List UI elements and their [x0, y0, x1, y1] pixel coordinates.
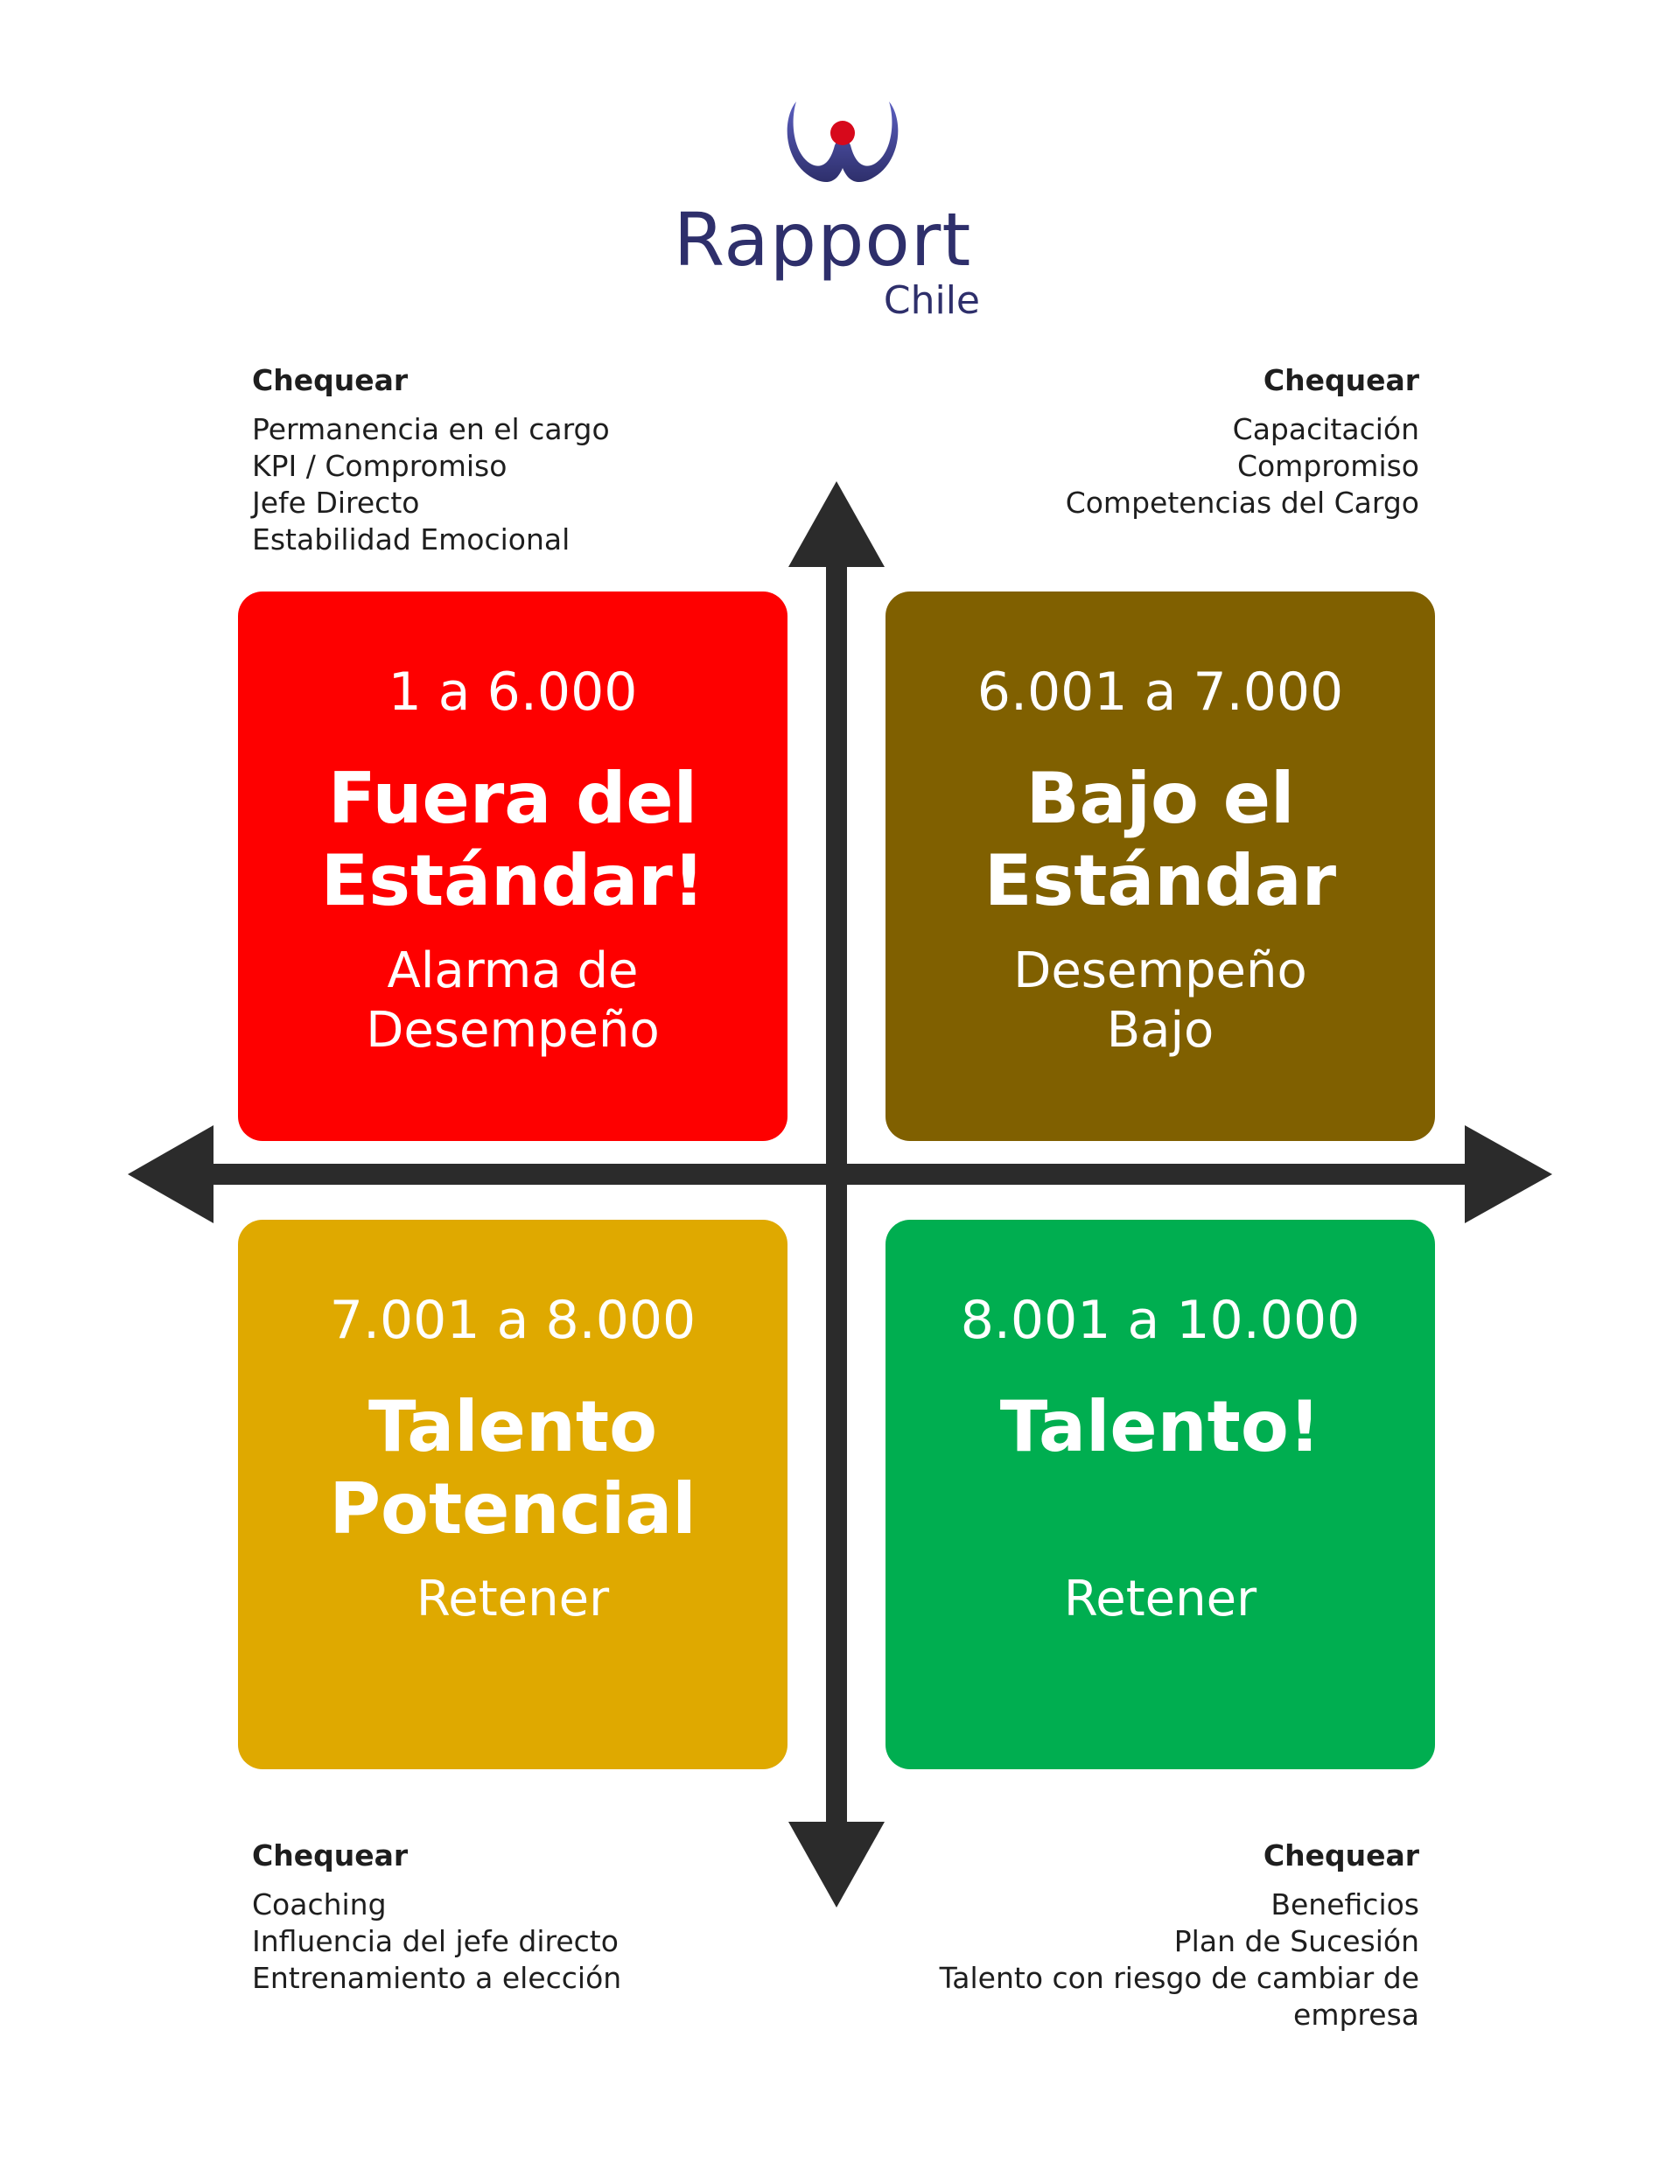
quadrant-subtitle: [238, 942, 788, 1060]
checklist-title: Chequear: [252, 363, 409, 397]
checklist-bottom-right: [875, 1838, 1419, 2034]
quadrant-title: [886, 758, 1435, 922]
quadrant-subtitle: [238, 1570, 788, 1629]
checklist-item: KPI / Compromiso: [252, 449, 508, 483]
quadrant-subtitle-line: Retener: [416, 1571, 610, 1628]
quadrant-title-line: Bajo el: [1026, 758, 1295, 839]
checklist-item: Compromiso: [1236, 449, 1419, 483]
checklist-item: Plan de Sucesión: [1173, 1924, 1419, 1958]
quadrant-range: 6.001 a 7.000: [976, 662, 1344, 723]
checklist-item: Capacitación: [1232, 412, 1419, 446]
checklist-top-left: [252, 362, 812, 558]
checklist-item: Jefe Directo: [252, 486, 420, 520]
brand-name: Rapport: [673, 197, 972, 283]
horizontal-axis: [203, 1164, 1470, 1185]
checklist-item: Estabilidad Emocional: [252, 522, 570, 556]
checklist-item: Beneficios: [1270, 1887, 1419, 1922]
checklist-item: Coaching: [252, 1887, 387, 1922]
quadrant-title-line: Potencial: [329, 1468, 696, 1550]
quadrant-range: 7.001 a 8.000: [329, 1290, 696, 1351]
quadrant-fuera-del-estandar: [238, 592, 788, 1141]
quadrant-title: [238, 758, 788, 922]
quadrant-subtitle-line: Bajo: [1106, 1002, 1214, 1059]
quadrant-title: [238, 1386, 788, 1550]
quadrant-talento-potencial: [238, 1220, 788, 1769]
vertical-axis: [826, 560, 847, 1829]
checklist-title: Chequear: [252, 1838, 409, 1872]
checklist-top-right: [875, 362, 1419, 522]
checklist-item: Permanencia en el cargo: [252, 412, 610, 446]
quadrant-title-line: Estándar: [984, 840, 1337, 921]
checklist-bottom-left: [252, 1838, 812, 1997]
quadrant-title-line: Estándar!: [320, 840, 705, 921]
quadrant-title-line: Talento!: [999, 1386, 1321, 1467]
quadrant-title-line: Talento: [368, 1386, 658, 1467]
checklist-item: Influencia del jefe directo: [252, 1924, 619, 1958]
checklist-title: Chequear: [1263, 363, 1419, 397]
quadrant-title: [886, 1386, 1435, 1468]
quadrant-subtitle: [886, 942, 1435, 1060]
checklist-item: empresa: [1293, 1998, 1419, 2032]
quadrant-talento: [886, 1220, 1435, 1769]
axis-arrow-right: [1465, 1125, 1552, 1223]
checklist-item: Entrenamiento a elección: [252, 1961, 622, 1995]
quadrant-subtitle-line: Alarma de: [387, 942, 639, 999]
checklist-item: Talento con riesgo de cambiar de: [939, 1961, 1419, 1995]
checklist-title: Chequear: [1263, 1838, 1419, 1872]
quadrant-subtitle: [886, 1570, 1435, 1629]
brand-sub: Chile: [883, 278, 980, 323]
quadrant-subtitle-line: Desempeño: [366, 1002, 660, 1059]
quadrant-range: 1 a 6.000: [388, 662, 638, 723]
axis-arrow-left: [128, 1125, 214, 1223]
quadrant-subtitle-line: Retener: [1063, 1571, 1257, 1628]
rapport-logo-icon: [777, 94, 908, 191]
quadrant-bajo-el-estandar: [886, 592, 1435, 1141]
checklist-item: Competencias del Cargo: [1065, 486, 1419, 520]
quadrant-title-line: Fuera del: [327, 758, 698, 839]
quadrant-subtitle-line: Desempeño: [1013, 942, 1307, 999]
quadrant-range: 8.001 a 10.000: [960, 1290, 1361, 1351]
